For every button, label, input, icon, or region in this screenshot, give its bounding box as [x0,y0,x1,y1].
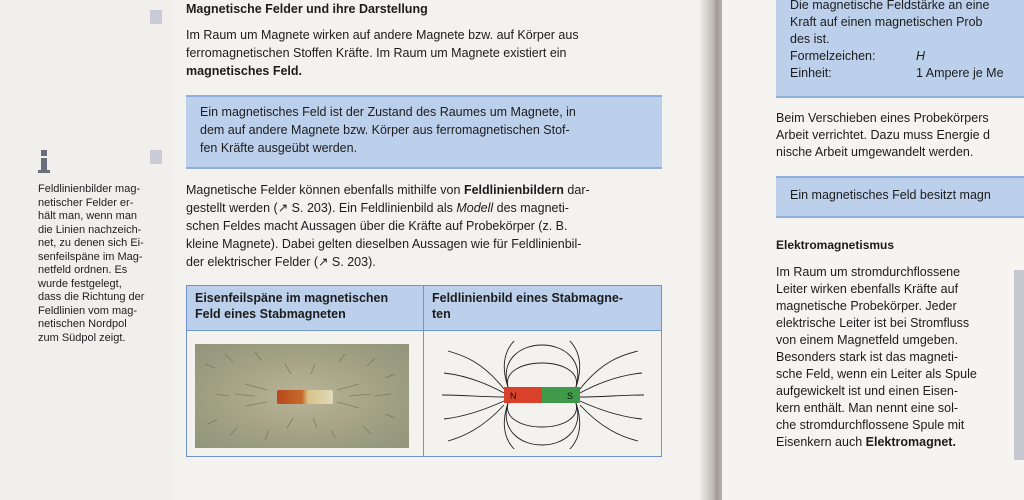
intro-paragraph [186,26,662,80]
field-strength-line: des ist. [790,32,830,46]
em-line: aufgewickelt ist und einen Eisen- [776,384,959,398]
unit-value: 1 Ampere je Me [916,66,1004,80]
margin-note-line: Feldlinien vom mag- [38,304,138,317]
fieldlines-paragraph [186,181,662,271]
field-line-diagram [432,341,654,449]
header-line: Feldlinienbild eines Stabmagne- [432,291,624,305]
em-line: Im Raum um stromdurchflossene [776,265,961,279]
field-strength-line: Die magnetische Feldstärke an eine [790,0,990,12]
margin-note-line: hält man, wenn man [38,210,138,222]
margin-note-line: netischen Nordpol [38,318,127,330]
north-label: N [510,391,517,401]
fieldlines-line: kleine Magnete). Dabei gelten dieselben Aussagen wie für Feldlinienbil- [186,237,582,251]
intro-line: Im Raum um Magnete wirken auf andere Magnete bzw. auf Körper aus [186,28,579,42]
magnet-south-pole [542,387,580,403]
electromagnetism-heading: Elektromagnetismus [776,238,895,252]
work-line: nische Arbeit umgewandelt werden. [776,145,974,159]
work-line: Arbeit verrichtet. Dazu muss Energie d [776,128,990,142]
margin-note-line: Feldlinienbilder mag- [38,183,141,195]
margin-note-line: dass die Richtung der [38,291,145,303]
fieldlines-line: Magnetische Felder können ebenfalls mithilfe von Feldlinienbildern dar- [186,183,590,197]
margin-note-line: netischer Felder er- [38,196,134,209]
margin-note-line: net, zu denen sich Ei- [38,237,144,249]
intro-line: ferromagnetischen Stoffen Kräfte. Im Raum um Magnete existiert ein [186,46,567,60]
field-strength-line: Kraft auf einen magnetischen Prob [790,15,983,29]
definition-line: dem auf andere Magnete bzw. Körper aus ferromagnetischen Stof- [200,123,570,137]
definition-box [186,95,662,169]
term-elektromagnet: Elektromagnet. [865,435,956,449]
intro-line-bold: magnetisches Feld. [186,64,303,78]
work-line: Beim Verschieben eines Probekörpers [776,111,989,125]
margin-note-line: zum Südpol zeigt. [38,331,126,344]
margin-marker [150,150,162,164]
energy-box-text: Ein magnetisches Feld besitzt magn [790,188,991,202]
term-feldlinienbilder: Feldlinienbildern [463,183,564,197]
south-label: S [567,391,574,401]
fieldlines-line: gestellt werden (↗ S. 203). Ein Feldlinienbild als Modell des magneti- [186,201,569,215]
margin-column [0,0,172,500]
field-strength-box [776,0,1024,98]
table-header-iron-filings [187,286,423,330]
formula-row [790,48,1024,65]
em-line: elektrische Leiter ist bei Stromfluss [776,316,970,330]
bar-magnet-photo [277,390,333,404]
em-line: Leiter wirken ebenfalls Kräfte auf [776,282,959,296]
definition-line: Ein magnetisches Feld ist der Zustand des Raumes um Magnete, in [200,105,576,119]
unit-row [790,65,1024,82]
margin-note-line: wurde festgelegt, [38,277,122,290]
page-edge-image [1014,270,1024,460]
header-line: Feld eines Stabmagneten [195,307,346,321]
definition-line: fen Kräfte ausgeübt werden. [200,141,358,155]
table-header-field-lines [424,286,661,330]
margin-note [38,183,164,345]
comparison-table [186,285,662,457]
fieldlines-line: der elektrischer Felder (↗ S. 203). [186,255,376,269]
unit-label: Einheit: [790,66,832,80]
formula-value: H [916,49,926,63]
margin-marker [150,10,162,24]
margin-note-line: netfeld ordnen. Es [38,264,128,276]
em-line: von einem Magnetfeld umgeben. [776,333,959,347]
em-line: sche Feld, wenn ein Leiter als Spule [776,367,977,381]
em-line: Eisenkern auch Elektromagnet. [776,435,956,449]
section-heading: Magnetische Felder und ihre Darstellung [186,2,428,16]
info-icon [38,150,54,172]
formula-label: Formelzeichen: [790,49,876,63]
iron-filings-photo [195,344,409,448]
energy-box [776,176,1024,218]
fieldlines-line: schen Feldes macht Aussagen über die Kräfte auf Probekörper (z. B. [186,219,568,233]
header-line: Eisenfeilspäne im magnetischen [195,291,389,305]
em-line: che stromdurchflossene Spule mit [776,418,965,432]
electromagnetism-paragraph [776,264,1004,451]
margin-note-line: senfeilspäne im Mag- [38,250,143,263]
em-line: Besonders stark ist das magneti- [776,350,959,364]
work-paragraph [776,110,1024,161]
header-line: ten [432,307,451,321]
em-line: kern enthält. Man nennt eine sol- [776,401,959,415]
margin-note-line: die Linien nachzeich- [38,223,142,236]
term-modell: Modell [456,201,494,215]
em-line: magnetische Probekörper. Jeder [776,299,957,313]
